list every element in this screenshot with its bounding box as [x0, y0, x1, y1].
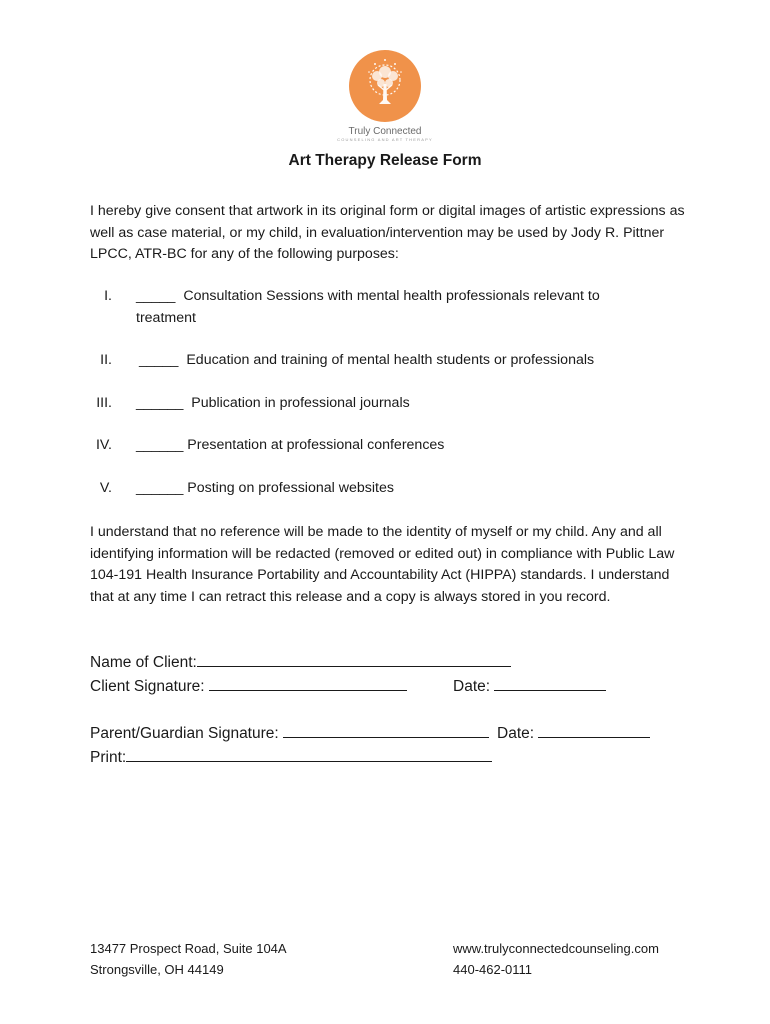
- tree-icon: [349, 50, 421, 122]
- guardian-date-line[interactable]: [538, 721, 650, 738]
- purpose-blank[interactable]: ______: [136, 437, 184, 453]
- purpose-text: ______ Publication in professional journals: [136, 395, 410, 411]
- client-name-line[interactable]: [197, 650, 511, 667]
- date-label: Date:: [453, 678, 491, 695]
- purpose-number: V.: [99, 480, 112, 496]
- purpose-blank[interactable]: ______: [136, 395, 184, 411]
- client-signature-field: [90, 674, 407, 696]
- guardian-date-field: [497, 721, 650, 743]
- page-title: Art Therapy Release Form: [288, 152, 482, 169]
- purpose-number: III.: [96, 395, 112, 411]
- guardian-signature-label: Parent/Guardian Signature:: [90, 725, 279, 742]
- purpose-text: ______ Presentation at professional conferences: [136, 437, 445, 453]
- date-line[interactable]: [494, 674, 606, 691]
- consent-paragraph: I hereby give consent that artwork in its original form or digital images of artistic expressions as well as case material, or my child, in evaluation/intervention may be used by Jody R. Pittner LPCC, ATR-BC for any of the following purposes:: [90, 203, 685, 262]
- purpose-blank[interactable]: _____: [139, 352, 179, 368]
- purpose-number: II.: [100, 352, 112, 368]
- purpose-text: _____ Consultation Sessions with mental health professionals relevant to treatment: [136, 288, 600, 326]
- purpose-text: _____ Education and training of mental health students or professionals: [139, 352, 595, 368]
- purpose-number: I.: [104, 288, 112, 304]
- client-name-field: [90, 650, 511, 672]
- purpose-blank[interactable]: ______: [136, 480, 184, 496]
- purpose-text: ______ Posting on professional websites: [136, 480, 394, 496]
- print-line[interactable]: [126, 745, 492, 762]
- guardian-date-label: Date:: [497, 725, 535, 742]
- client-name-label: Name of Client:: [90, 654, 197, 671]
- print-label: Print:: [90, 749, 127, 766]
- phone-number: 440-462-0111: [453, 962, 533, 977]
- date-field: [453, 674, 606, 696]
- footer-contact: [453, 938, 659, 980]
- guardian-signature-line[interactable]: [283, 721, 489, 738]
- client-signature-line[interactable]: [209, 674, 407, 691]
- logo: [337, 50, 433, 142]
- purpose-blank[interactable]: _____: [136, 288, 176, 304]
- client-signature-label: Client Signature:: [90, 678, 205, 695]
- guardian-signature-field: [90, 721, 489, 743]
- privacy-statement: I understand that no reference will be made to the identity of myself or my child. Any and all identifying information will be redacted (removed or edited out) in compliance with Public Law 104-191 Health Insurance Portability and Accountability Act (HIPPA) standards. I understand that at any time I can retract this release and a copy is always stored in you record.: [90, 524, 675, 605]
- purpose-number: IV.: [95, 437, 112, 453]
- address-line-2: Strongsville, OH 44149: [90, 962, 224, 977]
- logo-tagline: COUNSELING AND ART THERAPY: [337, 137, 433, 142]
- address-line-1: 13477 Prospect Road, Suite 104A: [90, 941, 287, 956]
- logo-name: Truly Connected: [348, 126, 422, 137]
- print-field: [90, 745, 492, 767]
- footer-address: [90, 938, 287, 980]
- website-link[interactable]: www.trulyconnectedcounseling.com: [453, 941, 659, 956]
